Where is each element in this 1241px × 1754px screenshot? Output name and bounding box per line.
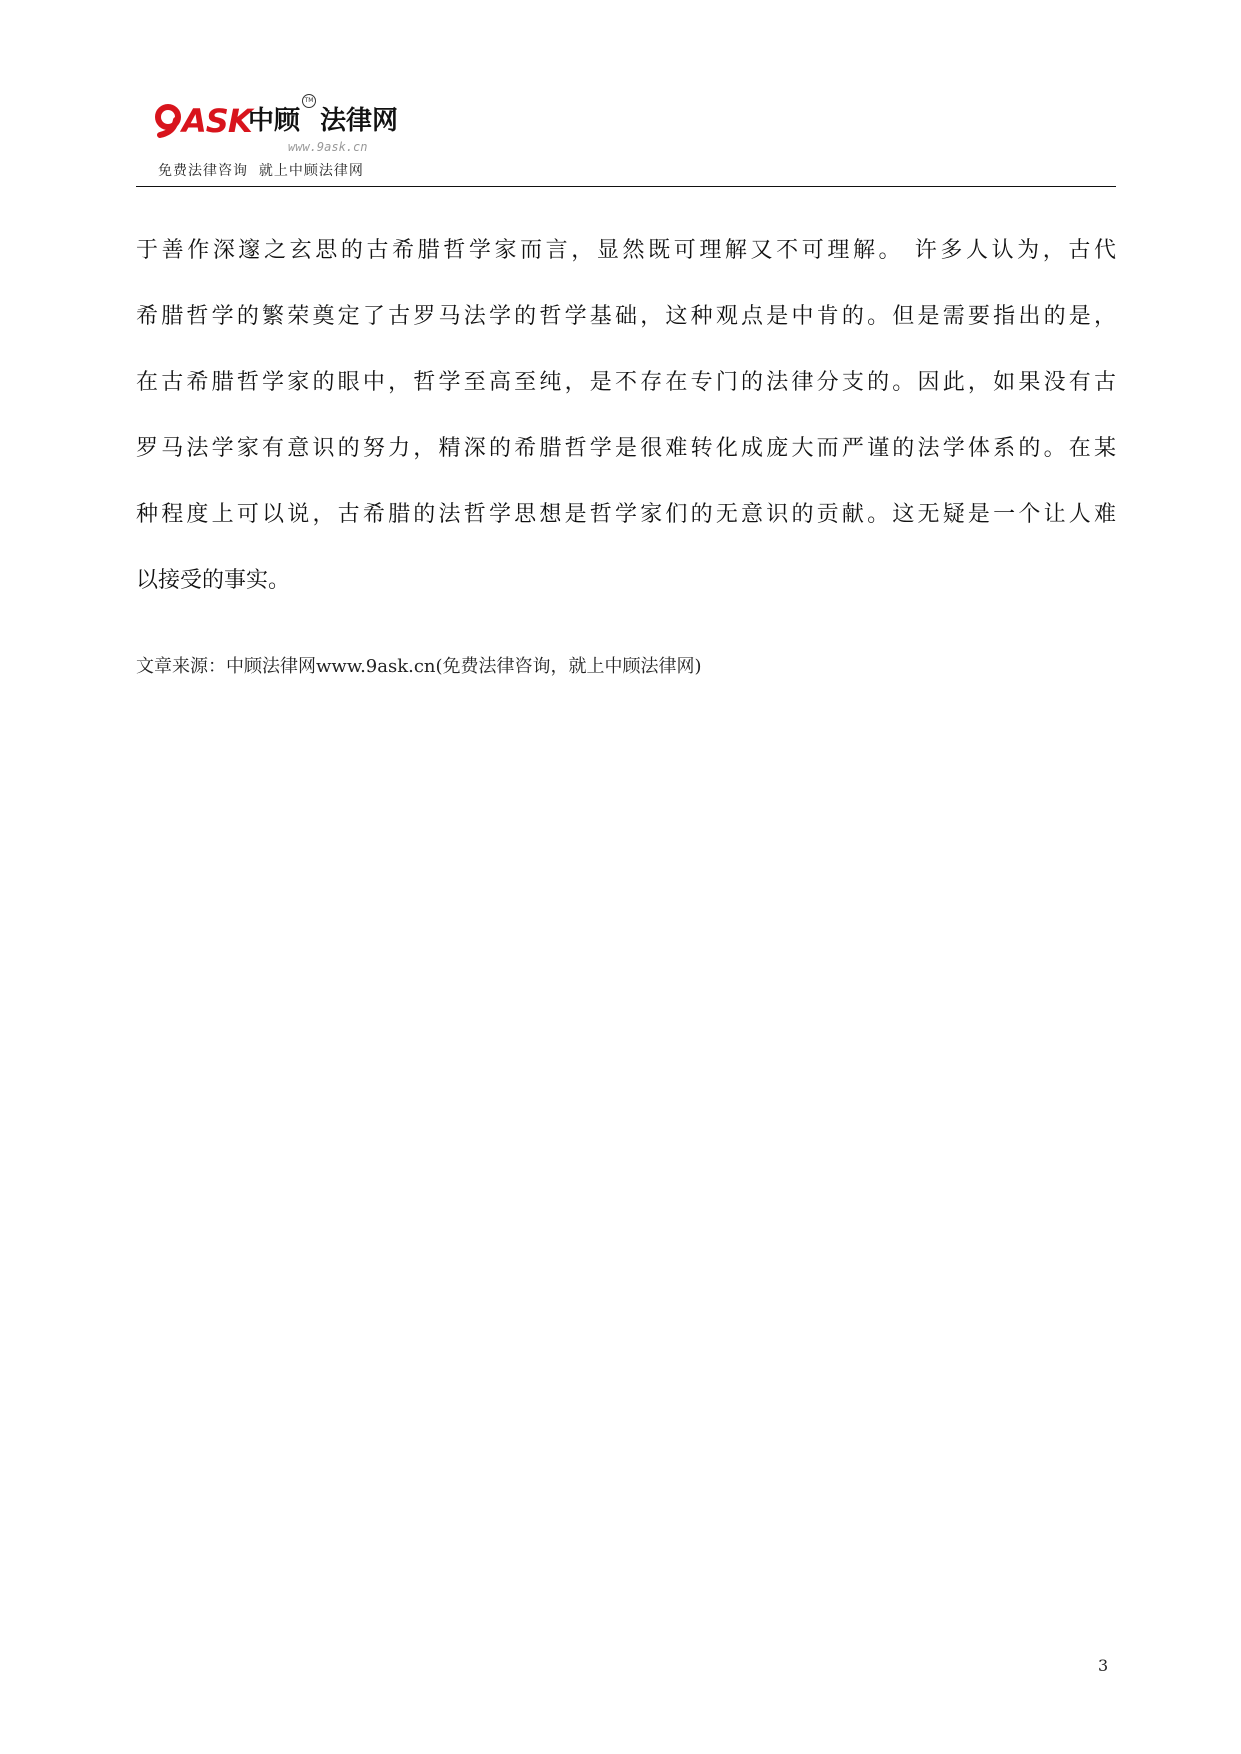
trademark-icon: TM (302, 94, 316, 108)
logo-zhonggu-text: 中顾 (248, 106, 301, 136)
header-divider (136, 186, 1116, 187)
nine-logo-icon (152, 104, 186, 138)
body-line: 罗马法学家有意识的努力，精深的希腊哲学是很难转化成庞大而严谨的法学体系的。在某 (136, 436, 1116, 461)
logo-slogan: 免费法律咨询 就上中顾法律网 (158, 163, 364, 179)
article-source: 文章来源：中顾法律网www.9ask.cn(免费法律咨询，就上中顾法律网) (136, 656, 702, 677)
body-line: 希腊哲学的繁荣奠定了古罗马法学的哲学基础，这种观点是中肯的。但是需要指出的是， (136, 304, 1116, 329)
body-line: 以接受的事实。 (136, 568, 291, 593)
page-header (136, 88, 1116, 188)
body-line: 于善作深邃之玄思的古希腊哲学家而言，显然既可理解又不可理解。 许多人认为，古代 (136, 238, 1116, 263)
logo-url: www.9ask.cn (288, 140, 368, 154)
site-logo[interactable] (152, 94, 412, 184)
body-line: 在古希腊哲学家的眼中，哲学至高至纯，是不存在专门的法律分支的。因此，如果没有古 (136, 370, 1116, 395)
logo-ask-text: ASK (182, 102, 252, 140)
body-line: 种程度上可以说，古希腊的法哲学思想是哲学家们的无意识的贡献。这无疑是一个让人难 (136, 502, 1116, 527)
article-body (136, 218, 1116, 614)
logo-falvwang-text: 法律网 (320, 106, 399, 136)
page-number: 3 (1098, 1656, 1109, 1675)
